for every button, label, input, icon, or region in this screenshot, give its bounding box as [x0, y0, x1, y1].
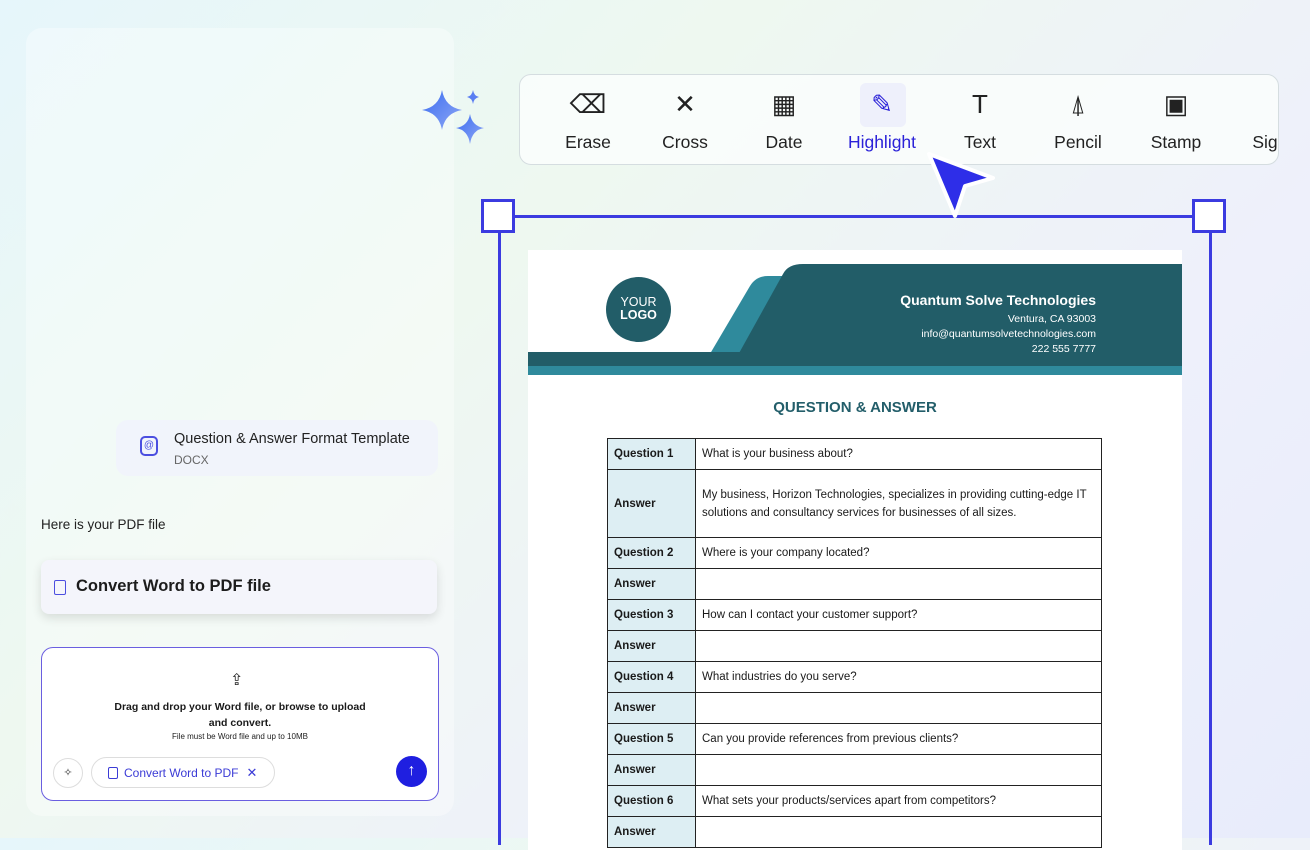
row-value: What is your business about? — [696, 439, 1102, 470]
tool-label: Highlight — [847, 132, 917, 152]
assistant-message: Here is your PDF file — [41, 517, 166, 532]
row-value — [696, 755, 1102, 786]
company-phone: 222 555 7777 — [1031, 343, 1096, 355]
row-value — [696, 631, 1102, 662]
file-type: DOCX — [174, 453, 209, 467]
row-label: Question 1 — [608, 439, 696, 470]
row-value — [696, 693, 1102, 724]
resize-handle-top-right[interactable] — [1192, 199, 1226, 233]
selection-frame-right — [1209, 215, 1212, 845]
pdf-file-icon — [54, 580, 66, 595]
table-row — [608, 538, 1102, 569]
cross-icon: ✕ — [674, 89, 696, 119]
tool-pencil[interactable] — [1033, 75, 1123, 166]
sparkle-icon — [420, 88, 490, 150]
tool-label: Cross — [662, 132, 708, 152]
pencil-icon: ⍋ — [1070, 89, 1086, 119]
table-row — [608, 817, 1102, 848]
row-value — [696, 569, 1102, 600]
row-label: Question 3 — [608, 600, 696, 631]
tool-sig[interactable] — [1220, 75, 1310, 166]
pdf-icon — [108, 767, 118, 779]
convert-result-label: Convert Word to PDF file — [76, 577, 271, 595]
stamp-image-icon: ▣ — [1163, 89, 1189, 119]
row-label: Question 5 — [608, 724, 696, 755]
row-label: Answer — [608, 470, 696, 538]
table-row — [608, 786, 1102, 817]
row-value: Can you provide references from previous clients? — [696, 724, 1102, 755]
logo-text-2: LOGO — [620, 308, 657, 322]
row-label: Answer — [608, 569, 696, 600]
row-value — [696, 817, 1102, 848]
attached-file[interactable] — [116, 420, 438, 476]
row-label: Question 2 — [608, 538, 696, 569]
cursor-pointer-icon — [925, 150, 1000, 225]
tool-chip-label: Convert Word to PDF — [124, 766, 239, 780]
selection-frame-left — [498, 215, 501, 845]
row-value: What sets your products/services apart from competitors? — [696, 786, 1102, 817]
tool-erase[interactable] — [543, 75, 633, 166]
attachment-icon: @ — [140, 436, 158, 456]
resize-handle-top-left[interactable] — [481, 199, 515, 233]
document-page — [528, 250, 1182, 850]
row-label: Answer — [608, 755, 696, 786]
company-address: Ventura, CA 93003 — [1007, 313, 1096, 325]
upload-icon: ⇪ — [230, 672, 244, 689]
selection-frame-top — [497, 215, 1212, 218]
text-icon: T — [972, 89, 988, 119]
tool-label: Erase — [565, 132, 611, 152]
tool-date[interactable] — [739, 75, 829, 166]
tool-stamp[interactable] — [1131, 75, 1221, 166]
row-label: Answer — [608, 631, 696, 662]
send-button[interactable]: ↑ — [396, 756, 427, 787]
row-label: Answer — [608, 817, 696, 848]
table-row — [608, 755, 1102, 786]
eraser-icon: ⌫ — [569, 89, 607, 119]
file-name: Question & Answer Format Template — [174, 431, 410, 447]
upload-instructions: Drag and drop your Word file, or browse to upload and convert. — [114, 701, 366, 729]
highlighter-icon: ✎ — [871, 89, 893, 119]
sparkle-button[interactable]: ✧ — [53, 758, 83, 788]
table-row — [608, 470, 1102, 538]
tool-label: Date — [765, 132, 803, 152]
table-row — [608, 600, 1102, 631]
upload-dropzone[interactable] — [41, 647, 439, 801]
table-row — [608, 439, 1102, 470]
row-value: My business, Horizon Technologies, specializes in providing cutting-edge IT solutions and consultancy services for businesses of all sizes. — [696, 470, 1102, 538]
document-title: QUESTION & ANSWER — [773, 399, 937, 416]
row-label: Answer — [608, 693, 696, 724]
row-value: How can I contact your customer support? — [696, 600, 1102, 631]
table-row — [608, 662, 1102, 693]
tool-cross[interactable] — [640, 75, 730, 166]
table-row — [608, 693, 1102, 724]
company-name: Quantum Solve Technologies — [900, 292, 1096, 308]
upload-limit: File must be Word file and up to 10MB — [172, 732, 308, 741]
tool-label: Sig — [1252, 132, 1278, 152]
row-label: Question 6 — [608, 786, 696, 817]
tool-label: Pencil — [1054, 132, 1102, 152]
tool-chip[interactable] — [91, 757, 275, 788]
tool-highlight[interactable] — [837, 75, 927, 166]
table-row — [608, 631, 1102, 662]
annotation-toolbar — [519, 74, 1279, 165]
table-row — [608, 569, 1102, 600]
close-icon[interactable]: ✕ — [246, 765, 258, 780]
qa-table — [607, 438, 1102, 848]
logo-text-1: YOUR — [620, 295, 657, 309]
tool-label: Text — [963, 132, 997, 152]
row-label: Question 4 — [608, 662, 696, 693]
convert-result-card[interactable] — [41, 560, 437, 614]
company-logo — [606, 277, 671, 342]
calendar-icon: ▦ — [771, 89, 797, 119]
row-value: What industries do you serve? — [696, 662, 1102, 693]
signature-icon — [1220, 89, 1310, 119]
company-email: info@quantumsolvetechnologies.com — [921, 328, 1096, 340]
tool-label: Stamp — [1150, 132, 1202, 152]
row-value: Where is your company located? — [696, 538, 1102, 569]
table-row — [608, 724, 1102, 755]
